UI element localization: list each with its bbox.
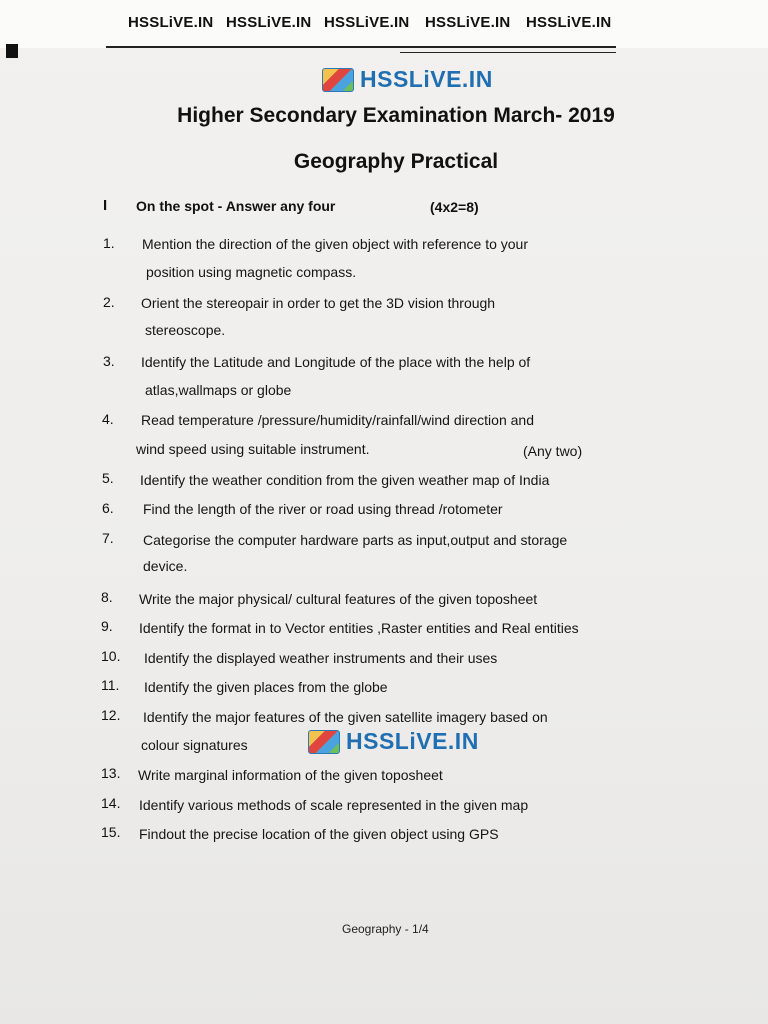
scan-edge-mark: [6, 44, 18, 58]
question-text: wind speed using suitable instrument.: [136, 441, 370, 457]
question-text: Read temperature /pressure/humidity/rainfall/wind direction and: [141, 412, 534, 428]
logo-text: HSSLiVE.IN: [360, 66, 493, 92]
question-text: Identify the weather condition from the given weather map of India: [140, 472, 550, 488]
question-number: 8.: [101, 589, 113, 605]
question-number: 9.: [101, 618, 113, 634]
question-text: Identify various methods of scale represented in the given map: [139, 797, 529, 813]
question-text: atlas,wallmaps or globe: [145, 382, 292, 398]
question-text: Orient the stereopair in order to get the 3D vision through: [141, 295, 496, 311]
question-text: position using magnetic compass.: [146, 264, 357, 280]
question-number: 10.: [101, 648, 121, 664]
banner-text: HSSLiVE.IN: [226, 14, 312, 31]
question-number: 14.: [101, 795, 121, 811]
question-text: Identify the displayed weather instruments and their uses: [144, 650, 498, 666]
question-text: Identify the given places from the globe: [144, 679, 388, 695]
section-number: I: [103, 197, 108, 214]
banner-text: HSSLiVE.IN: [324, 14, 410, 31]
section-marks: (4x2=8): [430, 199, 479, 215]
question-number: 7.: [102, 530, 114, 546]
question-number: 2.: [103, 294, 115, 310]
question-text: Write marginal information of the given toposheet: [138, 767, 443, 783]
banner-text: HSSLiVE.IN: [128, 14, 214, 31]
question-number: 6.: [102, 500, 114, 516]
site-logo-watermark: [308, 728, 479, 755]
question-number: 4.: [102, 411, 114, 427]
page-footer: Geography - 1/4: [342, 922, 429, 936]
section-instruction: On the spot - Answer any four: [136, 198, 336, 214]
question-number: 5.: [102, 470, 114, 486]
subject-title: Geography Practical: [293, 150, 499, 173]
banner-rule: [400, 52, 616, 53]
banner-text: HSSLiVE.IN: [526, 14, 612, 31]
question-text: Identify the major features of the given satellite imagery based on: [143, 709, 548, 725]
question-number: 15.: [101, 824, 121, 840]
question-number: 12.: [101, 707, 121, 723]
question-number: 13.: [101, 765, 121, 781]
question-text: Find the length of the river or road using thread /rotometer: [143, 501, 503, 517]
question-number: 1.: [103, 235, 115, 251]
question-text: colour signatures: [141, 737, 248, 753]
question-text: Findout the precise location of the given object using GPS: [139, 826, 499, 842]
question-number: 3.: [103, 353, 115, 369]
logo-icon: [308, 730, 340, 754]
watermark-banner: [0, 0, 768, 48]
question-text: Mention the direction of the given object with reference to your: [142, 236, 528, 252]
banner-text: HSSLiVE.IN: [425, 14, 511, 31]
question-number: 11.: [101, 677, 120, 693]
question-text: stereoscope.: [145, 322, 226, 338]
question-text: Write the major physical/ cultural features of the given toposheet: [139, 591, 538, 607]
question-text: Categorise the computer hardware parts as input,output and storage: [143, 532, 568, 548]
question-text: Identify the Latitude and Longitude of the place with the help of: [141, 354, 531, 370]
logo-text: HSSLiVE.IN: [346, 728, 479, 754]
banner-rule: [106, 46, 616, 48]
exam-title: Higher Secondary Examination March- 2019: [177, 104, 615, 127]
logo-icon: [322, 68, 354, 92]
site-logo: [322, 66, 493, 93]
question-text: device.: [143, 558, 188, 574]
question-text: Identify the format in to Vector entities ,Raster entities and Real entities: [139, 620, 579, 636]
question-note: (Any two): [523, 443, 583, 459]
